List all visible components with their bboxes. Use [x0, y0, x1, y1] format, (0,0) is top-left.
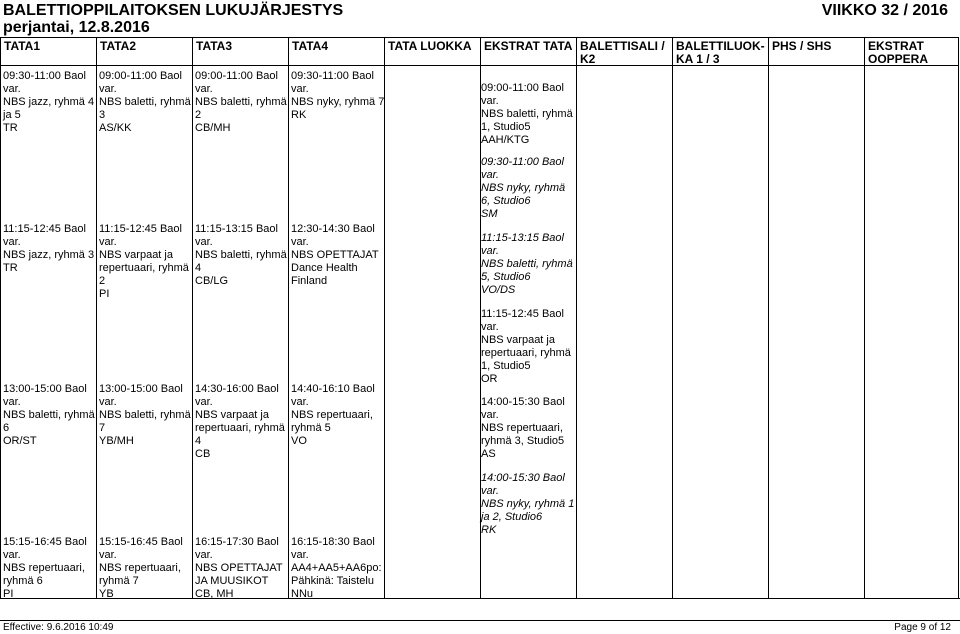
column-divider: [768, 66, 769, 598]
column-divider: [192, 66, 193, 598]
event-block[interactable]: 09:00-11:00 Baol var. NBS baletti, ryhmä 1, Studio5 AAH/KTG: [481, 82, 573, 146]
column-divider: [288, 66, 289, 598]
column-divider: [0, 66, 1, 598]
column-header-ekstrat-tata: EKSTRAT TATA: [480, 37, 576, 66]
event-block[interactable]: 15:15-16:45 Baol var. NBS repertuaari, ryhmä 6 PI: [3, 536, 87, 600]
column-header-balettiluokka: BALETTILUOK-KA 1 / 3: [672, 37, 768, 66]
event-block[interactable]: 12:30-14:30 Baol var. NBS OPETTAJAT Dance Health Finland: [291, 223, 379, 287]
column-header-ekstrat-ooppera: EKSTRAT OOPPERA: [864, 37, 959, 66]
event-block[interactable]: 09:00-11:00 Baol var. NBS baletti, ryhmä 2 CB/MH: [195, 70, 287, 134]
column-header-tata4: TATA4: [288, 37, 384, 66]
event-block[interactable]: 11:15-12:45 Baol var. NBS varpaat ja repertuaari, ryhmä 1, Studio5 OR: [481, 308, 571, 385]
event-block[interactable]: 14:00-15:30 Baol var. NBS repertuaari, ryhmä 3, Studio5 AS: [481, 396, 565, 460]
event-block[interactable]: 11:15-12:45 Baol var. NBS jazz, ryhmä 3 TR: [3, 223, 95, 274]
column-divider: [864, 66, 865, 598]
column-divider: [96, 66, 97, 598]
column-header-tata-luokka: TATA LUOKKA: [384, 37, 480, 66]
event-block[interactable]: 13:00-15:00 Baol var. NBS baletti, ryhmä 6 OR/ST: [3, 383, 95, 447]
page-title: BALETTIOPPILAITOKSEN LUKUJÄRJESTYS: [3, 2, 344, 19]
event-block[interactable]: 14:40-16:10 Baol var. NBS repertuaari, ryhmä 5 VO: [291, 383, 375, 447]
column-header-phs-shs: PHS / SHS: [768, 37, 864, 66]
column-header-balettisali: BALETTISALI / K2: [576, 37, 672, 66]
event-block[interactable]: 16:15-17:30 Baol var. NBS OPETTAJAT JA MUUSIKOT CB, MH: [195, 536, 283, 600]
column-header-tata2: TATA2: [96, 37, 192, 66]
column-divider: [384, 66, 385, 598]
event-block[interactable]: 11:15-13:15 Baol var. NBS baletti, ryhmä 5, Studio6 VO/DS: [481, 232, 573, 296]
column-divider: [672, 66, 673, 598]
event-block[interactable]: 09:30-11:00 Baol var. NBS jazz, ryhmä 4 ja 5 TR: [3, 70, 95, 134]
schedule-date: perjantai, 12.8.2016: [3, 19, 150, 36]
event-block[interactable]: 09:30-11:00 Baol var. NBS nyky, ryhmä 6, Studio6 SM: [481, 156, 566, 220]
page-number: Page 9 of 12: [894, 622, 951, 633]
event-block[interactable]: 11:15-13:15 Baol var. NBS baletti, ryhmä 4 CB/LG: [195, 223, 287, 287]
event-block[interactable]: 09:30-11:00 Baol var. NBS nyky, ryhmä 7 RK: [291, 70, 385, 121]
column-header-tata1: TATA1: [0, 37, 96, 66]
event-block[interactable]: 11:15-12:45 Baol var. NBS varpaat ja repertuaari, ryhmä 2 PI: [99, 223, 189, 300]
event-block[interactable]: 13:00-15:00 Baol var. NBS baletti, ryhmä 7 YB/MH: [99, 383, 191, 447]
footer-rule: [0, 620, 960, 621]
event-block[interactable]: 15:15-16:45 Baol var. NBS repertuaari, ryhmä 7 YB: [99, 536, 183, 600]
column-header-tata3: TATA3: [192, 37, 288, 66]
column-divider: [576, 66, 577, 598]
effective-date: Effective: 9.6.2016 10:49: [3, 622, 114, 633]
week-label: VIIKKO 32 / 2016: [821, 2, 948, 19]
column-divider: [958, 37, 959, 599]
event-block[interactable]: 09:00-11:00 Baol var. NBS baletti, ryhmä 3 AS/KK: [99, 70, 191, 134]
event-block[interactable]: 14:30-16:00 Baol var. NBS varpaat ja repertuaari, ryhmä 4 CB: [195, 383, 285, 460]
event-block[interactable]: 16:15-18:30 Baol var. AA4+AA5+AA6po: Pähkinä: Taistelu NNu: [291, 536, 382, 600]
event-block[interactable]: 14:00-15:30 Baol var. NBS nyky, ryhmä 1 ja 2, Studio6 RK: [481, 472, 575, 536]
